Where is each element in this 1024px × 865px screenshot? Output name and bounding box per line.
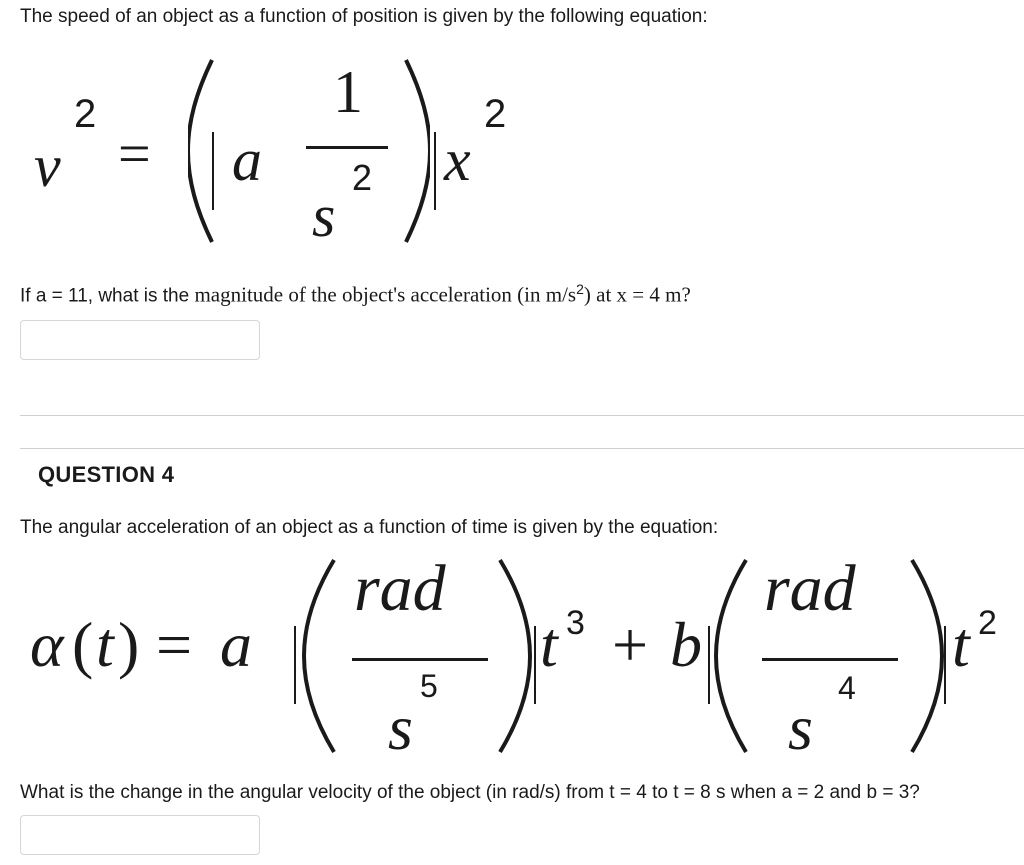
fraction1-denominator: s — [388, 692, 413, 763]
eq4-t1: t — [540, 609, 558, 680]
q3-question-exponent: 2 — [576, 281, 584, 297]
fraction2-numerator: rad — [764, 552, 856, 625]
question-4-heading: QUESTION 4 — [38, 462, 175, 487]
eq-x-exponent: 2 — [484, 92, 507, 136]
q4-answer-input[interactable] — [20, 815, 260, 855]
eq4-a: a — [220, 609, 252, 680]
eq-alpha: α — [30, 609, 64, 680]
eq4-t1-exponent: 3 — [566, 604, 585, 642]
fraction2-denominator-exponent: 4 — [838, 670, 856, 706]
divider-top — [20, 415, 1024, 416]
q3-equation — [0, 40, 560, 260]
eq4-t2: t — [952, 609, 970, 680]
fraction-bar — [306, 146, 388, 149]
left-paren-2 — [712, 556, 752, 756]
left-paren-1 — [300, 556, 340, 756]
q3-question-text — [20, 281, 691, 307]
q3-intro-text: The speed of an object as a function of position is given by the following equation: — [20, 6, 708, 27]
q4-equation — [0, 548, 1024, 778]
eq4-b: b — [670, 609, 702, 680]
left-bracket-line-2 — [708, 626, 710, 704]
left-bracket-line — [212, 132, 214, 210]
fraction1-bar — [352, 658, 488, 661]
q3-question-part3: ) at x = 4 m? — [583, 282, 691, 307]
q3-question-part1: If a = 11, what is the — [20, 285, 195, 307]
right-paren-1 — [494, 556, 534, 756]
eq4-equals: = — [156, 609, 193, 680]
fraction-denominator: s — [312, 183, 336, 249]
eq-open-paren: ( — [72, 609, 94, 680]
fraction-denominator-exponent: 2 — [352, 157, 373, 198]
eq-v: v — [34, 133, 61, 199]
q3-answer-input[interactable] — [20, 320, 260, 360]
q4-intro-text: The angular acceleration of an object as a function of time is given by the equation: — [20, 517, 719, 538]
eq-v-exponent: 2 — [74, 92, 97, 136]
eq-equals: = — [118, 121, 151, 186]
q3-question-part2: magnitude of the object's acceleration (in m/s — [194, 282, 577, 307]
eq-t: t — [96, 609, 114, 680]
fraction2-bar — [762, 658, 898, 661]
eq-x: x — [444, 127, 471, 193]
right-paren-2 — [906, 556, 946, 756]
left-bracket-line-1 — [294, 626, 296, 704]
eq-a: a — [232, 127, 262, 193]
q4-question-text: What is the change in the angular velocity of the object (in rad/s) from t = 4 to t = 8 s when a = 2 and b = 3? — [20, 782, 920, 803]
fraction1-denominator-exponent: 5 — [420, 668, 438, 704]
fraction1-numerator: rad — [354, 552, 446, 625]
eq-close-paren: ) — [118, 609, 140, 680]
right-paren — [400, 56, 430, 246]
right-bracket-line — [434, 132, 436, 210]
fraction-numerator: 1 — [333, 59, 363, 125]
eq4-plus: + — [612, 609, 649, 680]
divider-bottom — [20, 448, 1024, 449]
right-bracket-line-1 — [534, 626, 536, 704]
eq4-t2-exponent: 2 — [978, 604, 997, 642]
fraction2-denominator: s — [788, 692, 813, 763]
